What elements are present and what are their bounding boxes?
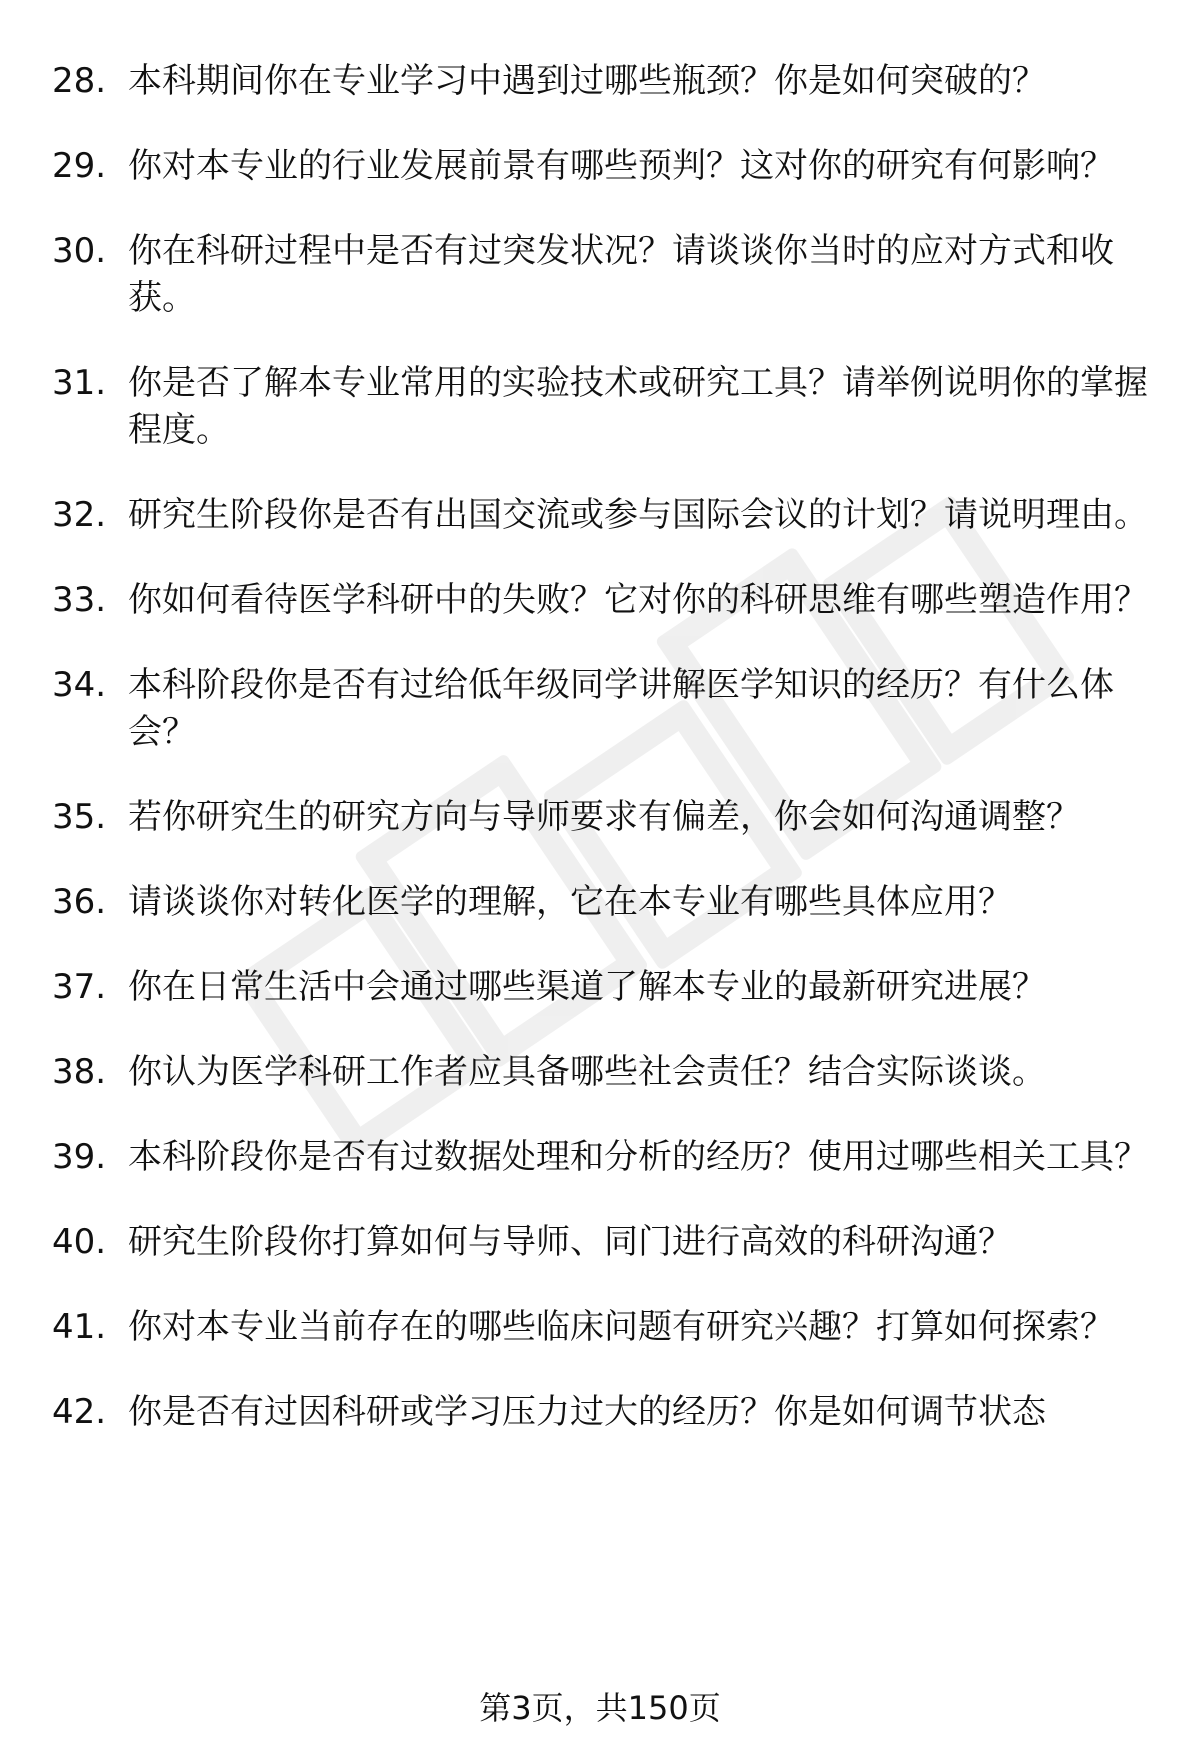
question-item [52,964,1152,1011]
question-number: 38. [52,1052,107,1092]
question-item [52,577,1152,624]
question-item [52,1304,1152,1351]
question-item [52,228,1152,322]
question-number: 32. [52,495,107,535]
question-item [52,58,1152,105]
question-list [52,58,1152,1474]
question-text: 你认为医学科研工作者应具备哪些社会责任？结合实际谈谈。 [128,1052,1046,1092]
question-number: 37. [52,967,107,1007]
question-text: 你是否了解本专业常用的实验技术或研究工具？请举例说明你的掌握程度。 [128,363,1148,450]
question-text: 若你研究生的研究方向与导师要求有偏差，你会如何沟通调整？ [128,797,1080,837]
question-text: 研究生阶段你是否有出国交流或参与国际会议的计划？请说明理由。 [128,495,1148,535]
question-text: 本科期间你在专业学习中遇到过哪些瓶颈？你是如何突破的？ [128,61,1046,101]
question-item [52,1134,1152,1181]
question-number: 28. [52,61,107,101]
question-item [52,879,1152,926]
question-number: 40. [52,1222,107,1262]
question-text: 你是否有过因科研或学习压力过大的经历？你是如何调节状态 [128,1392,1046,1432]
question-number: 39. [52,1137,107,1177]
question-item [52,1049,1152,1096]
question-item [52,1389,1152,1436]
question-number: 42. [52,1392,107,1432]
question-number: 29. [52,146,107,186]
question-text: 你在科研过程中是否有过突发状况？请谈谈你当时的应对方式和收获。 [128,231,1114,318]
question-item [52,143,1152,190]
question-item [52,794,1152,841]
question-number: 35. [52,797,107,837]
question-item [52,662,1152,756]
question-text: 请谈谈你对转化医学的理解，它在本专业有哪些具体应用？ [128,882,1012,922]
question-number: 30. [52,231,107,271]
question-text: 你如何看待医学科研中的失败？它对你的科研思维有哪些塑造作用？ [128,580,1148,620]
page-footer: 第3页，共150页 [479,1689,721,1727]
question-text: 你对本专业当前存在的哪些临床问题有研究兴趣？打算如何探索？ [128,1307,1114,1347]
question-number: 36. [52,882,107,922]
question-text: 本科阶段你是否有过数据处理和分析的经历？使用过哪些相关工具？ [128,1137,1148,1177]
question-text: 你对本专业的行业发展前景有哪些预判？这对你的研究有何影响？ [128,146,1114,186]
question-number: 41. [52,1307,107,1347]
question-text: 本科阶段你是否有过给低年级同学讲解医学知识的经历？有什么体会？ [128,665,1114,752]
question-number: 34. [52,665,107,705]
question-text: 研究生阶段你打算如何与导师、同门进行高效的科研沟通？ [128,1222,1012,1262]
question-number: 31. [52,363,107,403]
question-item [52,1219,1152,1266]
question-item [52,492,1152,539]
question-text: 你在日常生活中会通过哪些渠道了解本专业的最新研究进展？ [128,967,1046,1007]
question-item [52,360,1152,454]
question-number: 33. [52,580,107,620]
